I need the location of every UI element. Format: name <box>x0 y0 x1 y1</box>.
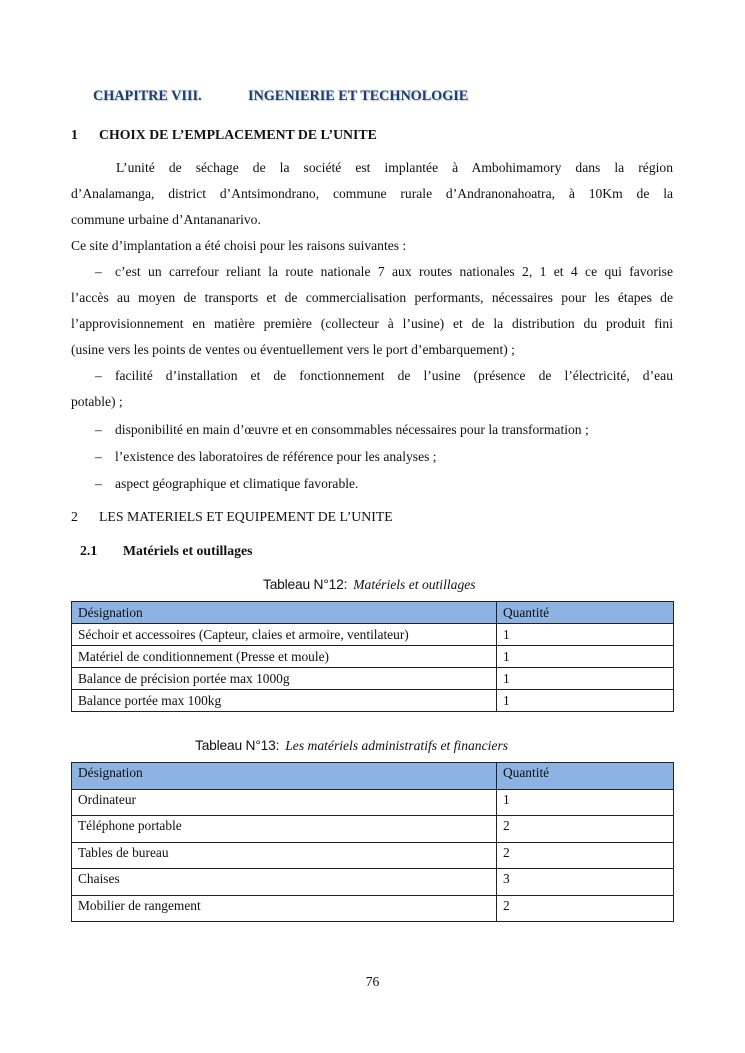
cell-designation: Tables de bureau <box>72 842 497 869</box>
column-header-quantite: Quantité <box>497 763 674 790</box>
bullet-dash: – <box>95 449 102 464</box>
chapter-title: INGENIERIE ET TECHNOLOGIE <box>248 88 469 104</box>
cell-quantite: 2 <box>497 895 674 922</box>
table-12-caption <box>263 577 476 593</box>
section-2-number: 2 <box>71 509 78 524</box>
table-row <box>72 624 674 646</box>
chapter-heading <box>93 88 469 105</box>
table-12-title: Matériels et outillages <box>353 577 476 592</box>
cell-designation: Balance portée max 100kg <box>72 690 497 712</box>
table-row <box>72 789 674 816</box>
cell-quantite: 1 <box>497 646 674 668</box>
table-header-row <box>72 602 674 624</box>
bullet-1-text: c’est un carrefour reliant la route nationale 7 aux routes nationales 2, 1 et 4 ce qui favorise <box>115 264 673 279</box>
cell-designation: Ordinateur <box>72 789 497 816</box>
cell-designation: Chaises <box>72 869 497 896</box>
table-12 <box>71 601 674 712</box>
bullet-dash: – <box>95 264 102 279</box>
cell-quantite: 1 <box>497 690 674 712</box>
section-1-heading <box>71 127 377 143</box>
bullet-2-line-2: potable) ; <box>71 394 123 409</box>
bullet-1-line-2: l’accès au moyen de transports et de commercialisation performants, nécessaires pour les étapes de <box>71 290 673 305</box>
table-header-row <box>72 763 674 790</box>
section-2-1-number: 2.1 <box>80 543 98 558</box>
bullet-3 <box>95 417 589 443</box>
table-row <box>72 842 674 869</box>
bullet-1-line-1 <box>95 259 673 285</box>
table-13 <box>71 762 674 922</box>
table-13-label: Tableau N°13: <box>195 738 280 753</box>
section-1-number: 1 <box>71 127 78 142</box>
section-2-title: LES MATERIELS ET EQUIPEMENT DE L’UNITE <box>99 509 393 524</box>
reasons-intro: Ce site d’implantation a été choisi pour les raisons suivantes : <box>71 238 407 253</box>
section-2-1-title: Matériels et outillages <box>123 543 253 558</box>
bullet-2-line-1 <box>95 363 673 389</box>
chapter-number: CHAPITRE VIII. <box>93 88 202 104</box>
bullet-4-text: l’existence des laboratoires de référence pour les analyses ; <box>115 449 437 464</box>
bullet-1-line-4: (usine vers les points de ventes ou éventuellement vers le port d’embarquement) ; <box>71 342 515 357</box>
cell-designation: Séchoir et accessoires (Capteur, claies et armoire, ventilateur) <box>72 624 497 646</box>
bullet-3-text: disponibilité en main d’œuvre et en consommables nécessaires pour la transformation ; <box>115 422 589 437</box>
table-row <box>72 646 674 668</box>
cell-designation: Balance de précision portée max 1000g <box>72 668 497 690</box>
table-13-caption <box>195 738 508 754</box>
table-12-label: Tableau N°12: <box>263 577 348 592</box>
cell-quantite: 3 <box>497 869 674 896</box>
cell-designation: Matériel de conditionnement (Presse et moule) <box>72 646 497 668</box>
table-row <box>72 690 674 712</box>
section-1-title: CHOIX DE L’EMPLACEMENT DE L’UNITE <box>99 127 377 142</box>
section-2-1-heading <box>80 543 253 559</box>
table-row <box>72 895 674 922</box>
bullet-dash: – <box>95 368 102 383</box>
column-header-designation: Désignation <box>72 763 497 790</box>
cell-quantite: 2 <box>497 816 674 843</box>
bullet-2-text: facilité d’installation et de fonctionnement de l’usine (présence de l’électricité, d’eau <box>115 368 673 383</box>
bullet-dash: – <box>95 422 102 437</box>
cell-quantite: 1 <box>497 624 674 646</box>
table-row <box>72 668 674 690</box>
table-row <box>72 816 674 843</box>
cell-designation: Téléphone portable <box>72 816 497 843</box>
bullet-dash: – <box>95 476 102 491</box>
cell-designation: Mobilier de rangement <box>72 895 497 922</box>
bullet-4 <box>95 444 437 470</box>
intro-line-3: commune urbaine d’Antananarivo. <box>71 212 261 227</box>
intro-line-2: d’Analamanga, district d’Antsimondrano, commune rurale d’Andranonahoatra, à 10Km de la <box>71 186 673 201</box>
page-number: 76 <box>365 974 380 989</box>
column-header-quantite: Quantité <box>497 602 674 624</box>
column-header-designation: Désignation <box>72 602 497 624</box>
bullet-5 <box>95 471 358 497</box>
bullet-5-text: aspect géographique et climatique favorable. <box>115 476 359 491</box>
bullet-1-line-3: l’approvisionnement en matière première (collecteur à l’usine) et de la distribution du produit fini <box>71 316 673 331</box>
table-row <box>72 869 674 896</box>
table-13-title: Les matériels administratifs et financiers <box>285 738 509 753</box>
cell-quantite: 1 <box>497 789 674 816</box>
cell-quantite: 2 <box>497 842 674 869</box>
intro-line-1: L’unité de séchage de la société est implantée à Ambohimamory dans la région <box>116 160 673 175</box>
section-2-heading <box>71 509 393 525</box>
cell-quantite: 1 <box>497 668 674 690</box>
